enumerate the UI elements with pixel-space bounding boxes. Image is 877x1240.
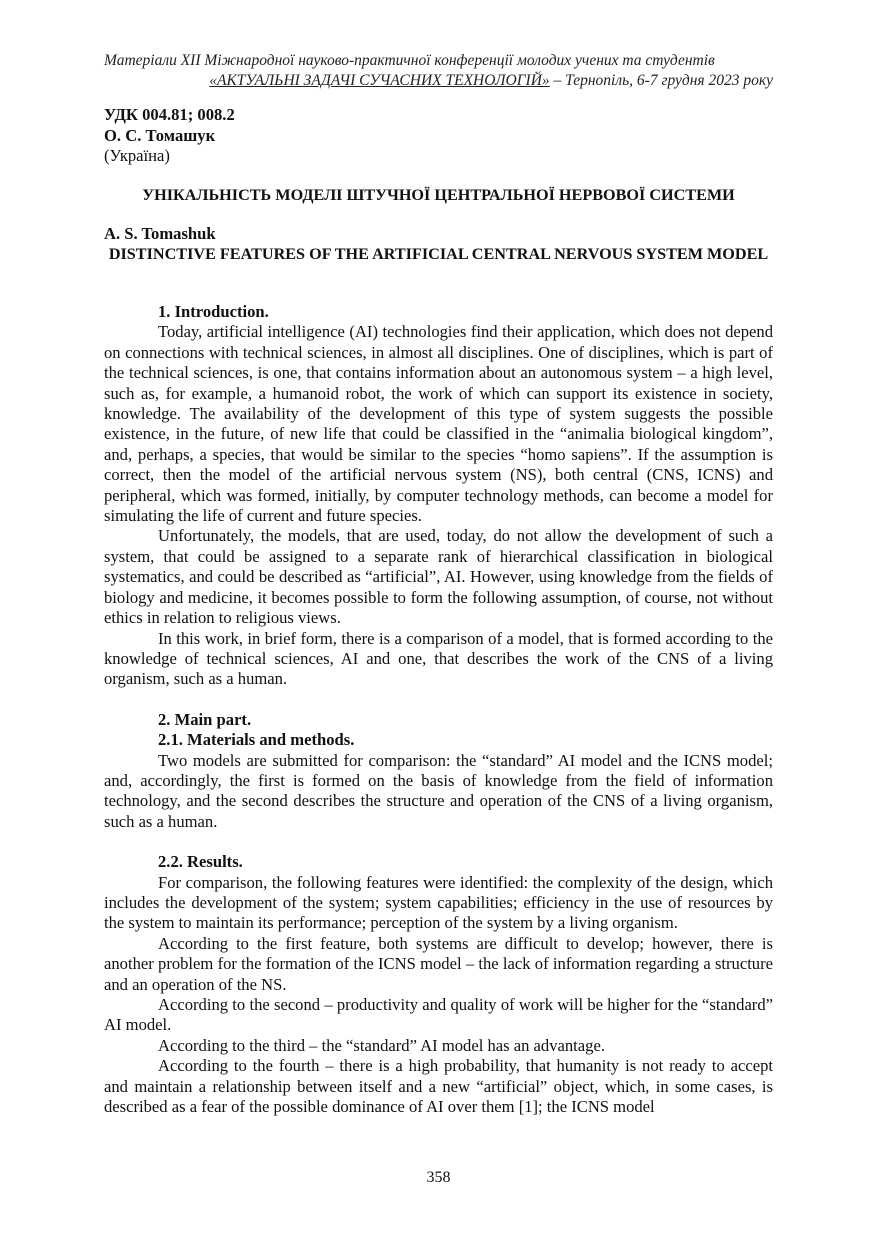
running-header-line2 <box>209 71 773 91</box>
title-english: DISTINCTIVE FEATURES OF THE ARTIFICIAL CENTRAL NERVOUS SYSTEM MODEL <box>108 245 769 263</box>
paragraph: Unfortunately, the models, that are used, today, do not allow the development of such a system, that could be assigned to a separate rank of hierarchical classification in biological systematics, and could be described as “artificial”, AI. However, using knowledge from the fields of biology and medicine, it becomes possible to form the following assumption, of course, not without ethics in relation to religious views. <box>104 526 773 628</box>
section-heading-introduction: 1. Introduction. <box>158 302 269 321</box>
section-spacer <box>104 690 773 710</box>
paragraph: According to the fourth – there is a high probability, that humanity is not ready to accept and maintain a relationship between itself and a new “artificial” object, which, in some cases, is described as a fear of the possible dominance of AI over them [1]; the ICNS model <box>104 1056 773 1117</box>
article-body <box>104 302 773 1117</box>
paragraph: In this work, in brief form, there is a comparison of a model, that is formed according to the knowledge of technical sciences, AI and one, that describes the work of the CNS of a living organism, such as a human. <box>104 628 773 689</box>
section-heading-main-part: 2. Main part. <box>158 709 252 729</box>
paragraph: Today, artificial intelligence (AI) technologies find their application, which does not depend on connections with technical sciences, in almost all disciplines. One of disciplines, which is part of the technical sciences, is one, that contains information about an autonomous system – a high level, such as, for example, a humanoid robot, the work of which can support its existence in society, knowledge. The availability of the development of this type of system suggests the possible existence, in the future, of new life that could be classified in the “animalia biological kingdom”, and, perhaps, a species, that would be similar to the species “homo sapiens”. If the assumption is correct, then the model of the artificial nervous system (NS), both central (CNS, ICNS) and peripheral, which was formed, initially, by computer technology methods, can become a model for simulating the life of current and future species. <box>104 322 773 526</box>
conference-name: «АКТУАЛЬНІ ЗАДАЧІ СУЧАСНИХ ТЕХНОЛОГІЙ» <box>209 72 550 89</box>
paragraph: For comparison, the following features were identified: the complexity of the design, which includes the development of the system; system capabilities; efficiency in the use of resources by the system to maintain its performance; perception of the system by a living organism. <box>104 872 773 933</box>
paragraph: According to the third – the “standard” AI model has an advantage. <box>158 1035 605 1055</box>
paragraph: According to the first feature, both systems are difficult to develop; however, there is another problem for the formation of the ICNS model – the lack of information regarding a structure and an operation of the NS. <box>104 933 773 994</box>
author-ua: О. С. Томашук <box>104 125 216 145</box>
title-ukrainian: УНІКАЛЬНІСТЬ МОДЕЛІ ШТУЧНОЇ ЦЕНТРАЛЬНОЇ НЕРВОВОЇ СИСТЕМИ <box>142 186 735 204</box>
author-english: A. S. Tomashuk <box>104 224 216 243</box>
subsection-heading-methods: 2.1. Materials and methods. <box>158 730 355 750</box>
author-country: (Україна) <box>104 146 170 165</box>
paragraph: According to the second – productivity and quality of work will be higher for the “standard” AI model. <box>104 995 773 1035</box>
section-spacer <box>104 832 773 852</box>
running-header-line1: Матеріали XII Міжнародної науково-практичної конференції молодих учених та студентів <box>104 52 715 69</box>
article-meta <box>104 105 235 167</box>
conference-place-date: – Тернопіль, 6-7 грудня 2023 року <box>549 72 773 89</box>
subsection-heading-results: 2.2. Results. <box>158 852 243 872</box>
udk-code: УДК 004.81; 008.2 <box>104 105 235 124</box>
page-number: 358 <box>426 1169 451 1186</box>
paragraph: Two models are submitted for comparison: the “standard” AI model and the ICNS model; and, accordingly, the first is formed on the basis of knowledge from the field of information technology, and the second describes the structure and operation of the CNS of a living organism, such as a human. <box>104 750 773 831</box>
